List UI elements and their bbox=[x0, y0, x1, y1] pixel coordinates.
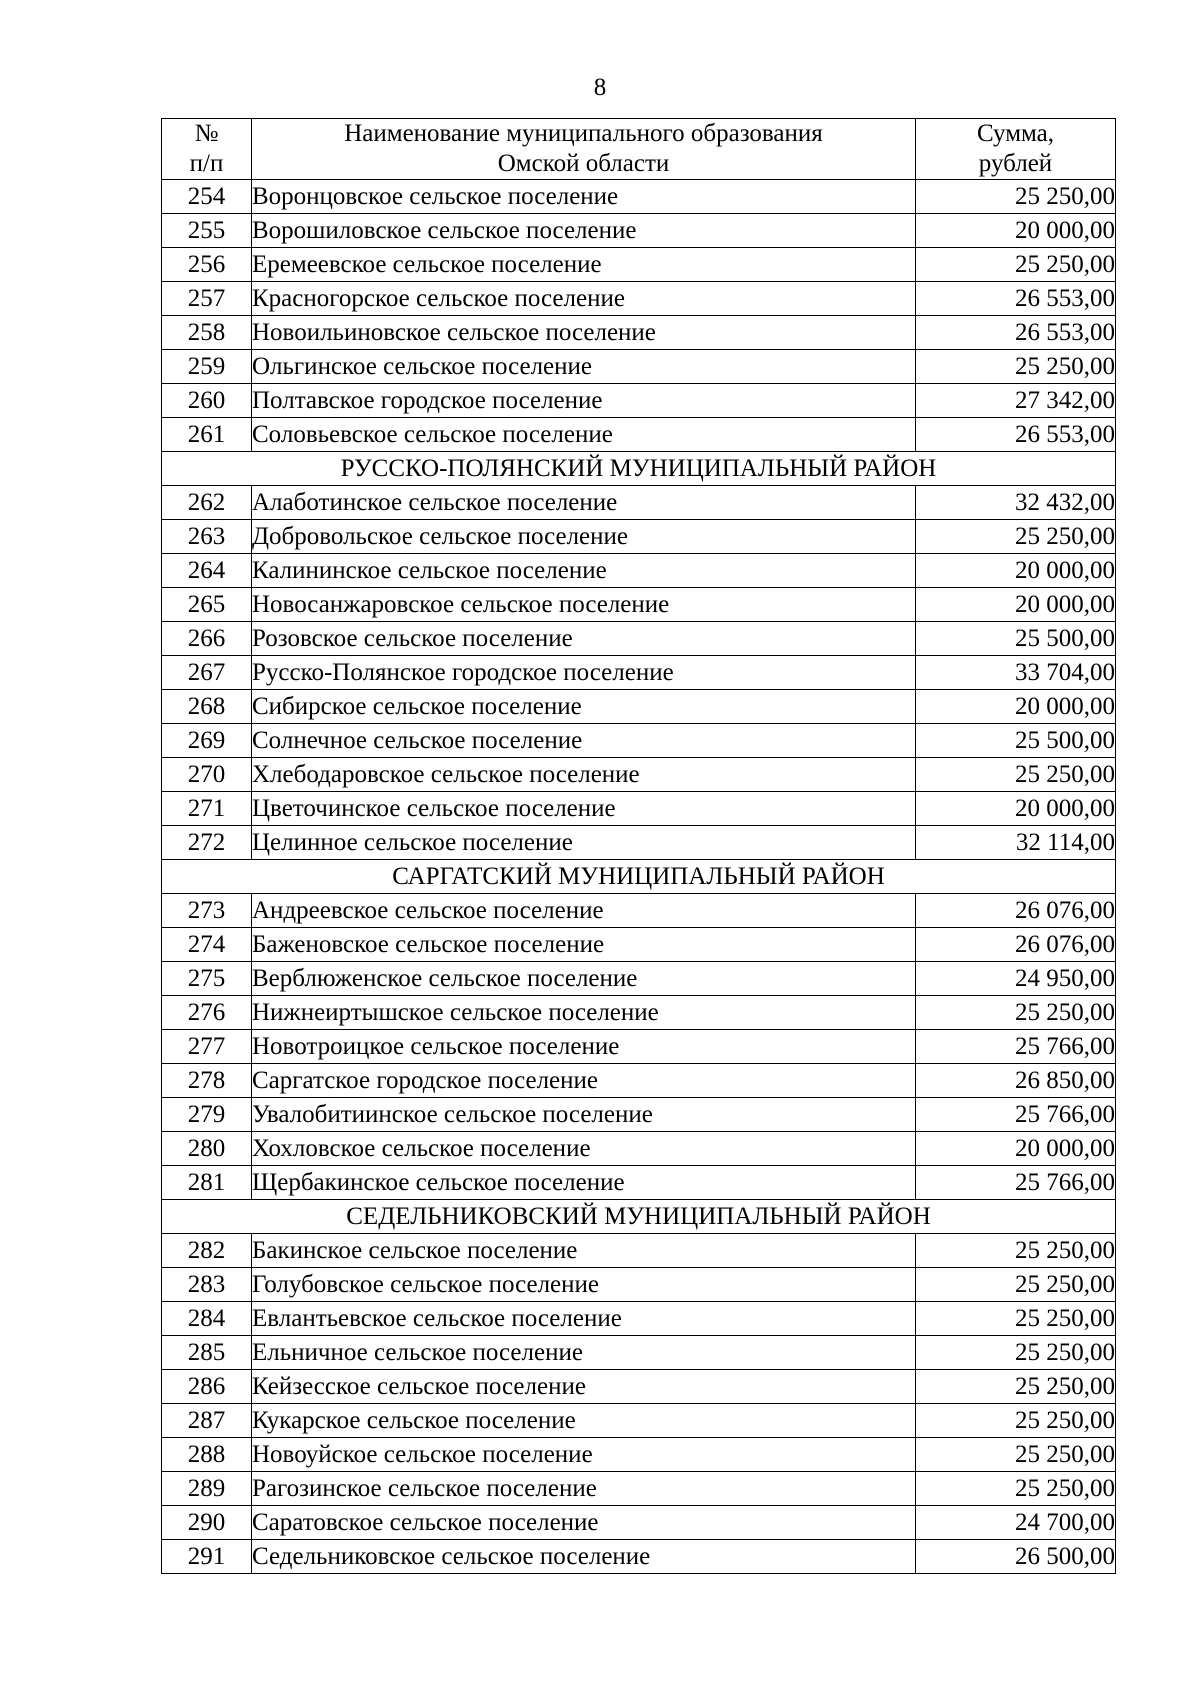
district-row bbox=[162, 1200, 1116, 1234]
table-row bbox=[162, 418, 1116, 452]
municipality-name: Щербакинское сельское поселение bbox=[252, 1166, 916, 1200]
amount: 32 114,00 bbox=[916, 826, 1116, 860]
district-title: РУССКО-ПОЛЯНСКИЙ МУНИЦИПАЛЬНЫЙ РАЙОН bbox=[162, 452, 1116, 486]
row-number: 274 bbox=[162, 928, 252, 962]
row-number: 282 bbox=[162, 1234, 252, 1268]
row-number: 279 bbox=[162, 1098, 252, 1132]
header-name-line-1: Наименование муниципального образования bbox=[344, 120, 823, 147]
municipality-name: Голубовское сельское поселение bbox=[252, 1268, 916, 1302]
row-number: 267 bbox=[162, 656, 252, 690]
municipality-name: Русско-Полянское городское поселение bbox=[252, 656, 916, 690]
municipality-name: Кейзесское сельское поселение bbox=[252, 1370, 916, 1404]
municipality-name: Верблюженское сельское поселение bbox=[252, 962, 916, 996]
amount: 25 500,00 bbox=[916, 724, 1116, 758]
row-number: 259 bbox=[162, 350, 252, 384]
municipality-name: Ворошиловское сельское поселение bbox=[252, 214, 916, 248]
amount: 26 076,00 bbox=[916, 928, 1116, 962]
municipality-name: Саргатское городское поселение bbox=[252, 1064, 916, 1098]
table-row bbox=[162, 894, 1116, 928]
table-row bbox=[162, 1506, 1116, 1540]
amount: 25 766,00 bbox=[916, 1166, 1116, 1200]
row-number: 277 bbox=[162, 1030, 252, 1064]
municipality-name: Соловьевское сельское поселение bbox=[252, 418, 916, 452]
header-name-line-2: Омской области bbox=[497, 150, 670, 177]
amount: 25 250,00 bbox=[916, 1302, 1116, 1336]
row-number: 263 bbox=[162, 520, 252, 554]
municipality-name: Красногорское сельское поселение bbox=[252, 282, 916, 316]
header-sum-line-2: рублей bbox=[978, 150, 1053, 177]
amount: 24 950,00 bbox=[916, 962, 1116, 996]
table-row bbox=[162, 724, 1116, 758]
amount: 32 432,00 bbox=[916, 486, 1116, 520]
amount: 25 250,00 bbox=[916, 350, 1116, 384]
table-row bbox=[162, 1268, 1116, 1302]
row-number: 286 bbox=[162, 1370, 252, 1404]
amount: 26 076,00 bbox=[916, 894, 1116, 928]
municipality-name: Хлебодаровское сельское поселение bbox=[252, 758, 916, 792]
amount: 25 250,00 bbox=[916, 1336, 1116, 1370]
table-row bbox=[162, 316, 1116, 350]
municipality-name: Алаботинское сельское поселение bbox=[252, 486, 916, 520]
table-row bbox=[162, 1166, 1116, 1200]
row-number: 291 bbox=[162, 1540, 252, 1574]
page-number: 8 bbox=[593, 74, 607, 101]
municipality-name: Ольгинское сельское поселение bbox=[252, 350, 916, 384]
amount: 25 250,00 bbox=[916, 1234, 1116, 1268]
amount: 25 250,00 bbox=[916, 1438, 1116, 1472]
table-row bbox=[162, 1132, 1116, 1166]
municipality-name: Добровольское сельское поселение bbox=[252, 520, 916, 554]
municipality-name: Нижнеиртышское сельское поселение bbox=[252, 996, 916, 1030]
amount: 25 250,00 bbox=[916, 1268, 1116, 1302]
amount: 25 766,00 bbox=[916, 1030, 1116, 1064]
row-number: 287 bbox=[162, 1404, 252, 1438]
municipality-name: Бакинское сельское поселение bbox=[252, 1234, 916, 1268]
header-number-line-2: п/п bbox=[189, 150, 224, 177]
municipality-name: Солнечное сельское поселение bbox=[252, 724, 916, 758]
table-row bbox=[162, 622, 1116, 656]
municipality-name: Новотроицкое сельское поселение bbox=[252, 1030, 916, 1064]
amount: 33 704,00 bbox=[916, 656, 1116, 690]
table-body bbox=[162, 180, 1116, 1574]
amount: 20 000,00 bbox=[916, 214, 1116, 248]
header-name bbox=[252, 119, 916, 180]
table-row bbox=[162, 758, 1116, 792]
amount: 26 850,00 bbox=[916, 1064, 1116, 1098]
row-number: 290 bbox=[162, 1506, 252, 1540]
table-row bbox=[162, 282, 1116, 316]
municipality-name: Розовское сельское поселение bbox=[252, 622, 916, 656]
amount: 25 250,00 bbox=[916, 180, 1116, 214]
table-row bbox=[162, 1030, 1116, 1064]
amount: 20 000,00 bbox=[916, 554, 1116, 588]
amount: 25 250,00 bbox=[916, 520, 1116, 554]
municipality-name: Полтавское городское поселение bbox=[252, 384, 916, 418]
amount: 25 250,00 bbox=[916, 248, 1116, 282]
municipality-name: Сибирское сельское поселение bbox=[252, 690, 916, 724]
amount: 26 500,00 bbox=[916, 1540, 1116, 1574]
row-number: 285 bbox=[162, 1336, 252, 1370]
header-number bbox=[162, 119, 252, 180]
amount: 26 553,00 bbox=[916, 316, 1116, 350]
row-number: 265 bbox=[162, 588, 252, 622]
row-number: 278 bbox=[162, 1064, 252, 1098]
municipality-name: Рагозинское сельское поселение bbox=[252, 1472, 916, 1506]
municipality-name: Евлантьевское сельское поселение bbox=[252, 1302, 916, 1336]
municipality-name: Хохловское сельское поселение bbox=[252, 1132, 916, 1166]
table-row bbox=[162, 1540, 1116, 1574]
amount: 24 700,00 bbox=[916, 1506, 1116, 1540]
district-title: СЕДЕЛЬНИКОВСКИЙ МУНИЦИПАЛЬНЫЙ РАЙОН bbox=[162, 1200, 1116, 1234]
table-row bbox=[162, 996, 1116, 1030]
row-number: 284 bbox=[162, 1302, 252, 1336]
row-number: 260 bbox=[162, 384, 252, 418]
amount: 26 553,00 bbox=[916, 282, 1116, 316]
table-row bbox=[162, 1336, 1116, 1370]
row-number: 261 bbox=[162, 418, 252, 452]
table-row bbox=[162, 656, 1116, 690]
table-row bbox=[162, 520, 1116, 554]
municipality-name: Воронцовское сельское поселение bbox=[252, 180, 916, 214]
row-number: 256 bbox=[162, 248, 252, 282]
amount: 20 000,00 bbox=[916, 588, 1116, 622]
amount: 25 500,00 bbox=[916, 622, 1116, 656]
table-row bbox=[162, 962, 1116, 996]
header-number-line-1: № bbox=[194, 120, 219, 147]
row-number: 273 bbox=[162, 894, 252, 928]
amount: 20 000,00 bbox=[916, 690, 1116, 724]
table-row bbox=[162, 1098, 1116, 1132]
district-row bbox=[162, 452, 1116, 486]
row-number: 258 bbox=[162, 316, 252, 350]
municipality-name: Саратовское сельское поселение bbox=[252, 1506, 916, 1540]
row-number: 269 bbox=[162, 724, 252, 758]
table-row bbox=[162, 1370, 1116, 1404]
table-row bbox=[162, 826, 1116, 860]
header-sum-line-1: Сумма, bbox=[976, 120, 1055, 147]
table-row bbox=[162, 588, 1116, 622]
header-sum bbox=[916, 119, 1116, 180]
table-row bbox=[162, 928, 1116, 962]
table-row bbox=[162, 792, 1116, 826]
row-number: 288 bbox=[162, 1438, 252, 1472]
table-row bbox=[162, 350, 1116, 384]
amount: 25 766,00 bbox=[916, 1098, 1116, 1132]
table-row bbox=[162, 1472, 1116, 1506]
row-number: 283 bbox=[162, 1268, 252, 1302]
row-number: 270 bbox=[162, 758, 252, 792]
row-number: 271 bbox=[162, 792, 252, 826]
table-row bbox=[162, 486, 1116, 520]
table-row bbox=[162, 248, 1116, 282]
table-row bbox=[162, 214, 1116, 248]
table-row bbox=[162, 554, 1116, 588]
municipality-name: Седельниковское сельское поселение bbox=[252, 1540, 916, 1574]
row-number: 281 bbox=[162, 1166, 252, 1200]
table-row bbox=[162, 1302, 1116, 1336]
municipality-name: Калининское сельское поселение bbox=[252, 554, 916, 588]
municipality-name: Еремеевское сельское поселение bbox=[252, 248, 916, 282]
table-header-row bbox=[162, 119, 1116, 180]
row-number: 262 bbox=[162, 486, 252, 520]
district-title: САРГАТСКИЙ МУНИЦИПАЛЬНЫЙ РАЙОН bbox=[162, 860, 1116, 894]
amount: 20 000,00 bbox=[916, 1132, 1116, 1166]
row-number: 275 bbox=[162, 962, 252, 996]
table-row bbox=[162, 180, 1116, 214]
table-row bbox=[162, 1064, 1116, 1098]
table-row bbox=[162, 690, 1116, 724]
district-row bbox=[162, 860, 1116, 894]
amount: 25 250,00 bbox=[916, 1404, 1116, 1438]
row-number: 276 bbox=[162, 996, 252, 1030]
amount: 25 250,00 bbox=[916, 996, 1116, 1030]
municipality-name: Баженовское сельское поселение bbox=[252, 928, 916, 962]
municipality-name: Андреевское сельское поселение bbox=[252, 894, 916, 928]
row-number: 257 bbox=[162, 282, 252, 316]
municipality-name: Кукарское сельское поселение bbox=[252, 1404, 916, 1438]
table-row bbox=[162, 384, 1116, 418]
table-row bbox=[162, 1438, 1116, 1472]
table-row bbox=[162, 1404, 1116, 1438]
amount: 25 250,00 bbox=[916, 758, 1116, 792]
municipality-name: Новоуйское сельское поселение bbox=[252, 1438, 916, 1472]
amount: 26 553,00 bbox=[916, 418, 1116, 452]
row-number: 289 bbox=[162, 1472, 252, 1506]
municipality-name: Новосанжаровское сельское поселение bbox=[252, 588, 916, 622]
municipality-name: Целинное сельское поселение bbox=[252, 826, 916, 860]
row-number: 268 bbox=[162, 690, 252, 724]
amount: 20 000,00 bbox=[916, 792, 1116, 826]
municipality-name: Увалобитиинское сельское поселение bbox=[252, 1098, 916, 1132]
row-number: 254 bbox=[162, 180, 252, 214]
table-row bbox=[162, 1234, 1116, 1268]
row-number: 280 bbox=[162, 1132, 252, 1166]
allocation-table bbox=[161, 118, 1116, 1574]
amount: 25 250,00 bbox=[916, 1472, 1116, 1506]
row-number: 272 bbox=[162, 826, 252, 860]
municipality-name: Ельничное сельское поселение bbox=[252, 1336, 916, 1370]
row-number: 264 bbox=[162, 554, 252, 588]
amount: 27 342,00 bbox=[916, 384, 1116, 418]
municipality-name: Новоильиновское сельское поселение bbox=[252, 316, 916, 350]
amount: 25 250,00 bbox=[916, 1370, 1116, 1404]
row-number: 255 bbox=[162, 214, 252, 248]
municipality-name: Цветочинское сельское поселение bbox=[252, 792, 916, 826]
row-number: 266 bbox=[162, 622, 252, 656]
